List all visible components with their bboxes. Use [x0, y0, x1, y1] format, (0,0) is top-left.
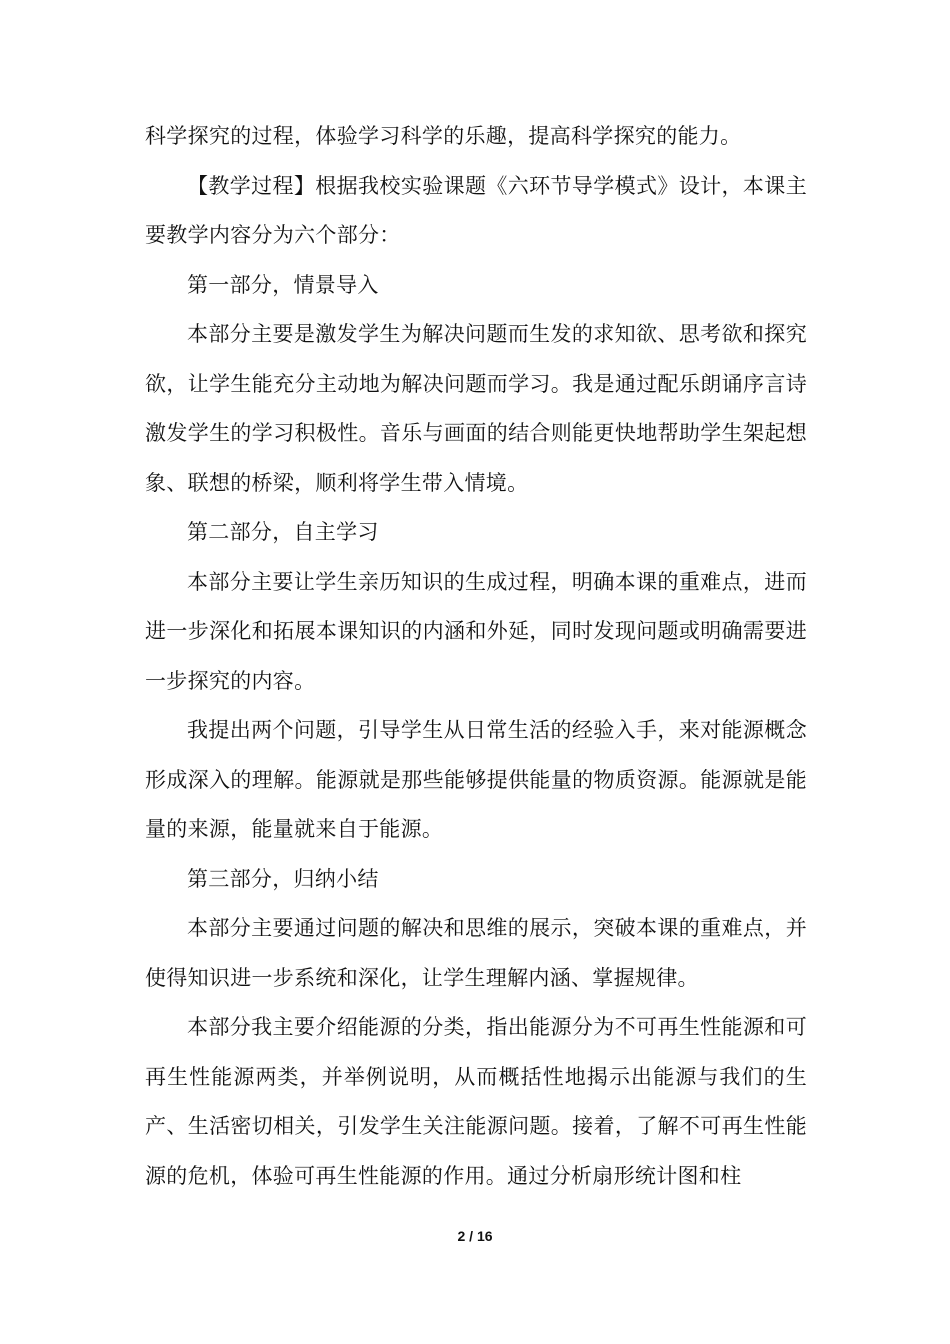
paragraph-part-3-classification: 本部分我主要介绍能源的分类，指出能源分为不可再生性能源和可再生性能源两类，并举例说明，从而概括性地揭示出能源与我们的生产、生活密切相关，引发学生关注能源问题。接着，了解不可再生性能源的危机，体验可再生性能源的作用。通过分析扇形统计图和柱: [145, 1015, 807, 1188]
paragraph-part-1-body: 本部分主要是激发学生为解决问题而生发的求知欲、思考欲和探究欲，让学生能充分主动地为解决问题而学习。我是通过配乐朗诵序言诗激发学生的学习积极性。音乐与画面的结合则能更快地帮助学生架起想象、联想的桥梁，顺利将学生带入情境。: [145, 322, 807, 495]
section-heading-part-2: 第二部分，自主学习: [187, 520, 379, 544]
paragraph-teaching-process: 【教学过程】根据我校实验课题《六环节导学模式》设计，本课主要教学内容分为六个部分：: [145, 173, 807, 247]
page-number: 2 / 16: [457, 1228, 493, 1244]
document-body: [145, 112, 807, 1201]
paragraph-part-2-body: 本部分主要让学生亲历知识的生成过程，明确本课的重难点，进而进一步深化和拓展本课知识的内涵和外延，同时发现问题或明确需要进一步探究的内容。: [145, 569, 807, 693]
section-heading-part-3: 第三部分，归纳小结: [187, 866, 379, 891]
paragraph-continuation: 科学探究的过程，体验学习科学的乐趣，提高科学探究的能力。: [145, 124, 742, 148]
paragraph-part-2-questions: 我提出两个问题，引导学生从日常生活的经验入手，来对能源概念形成深入的理解。能源就是那些能够提供能量的物质资源。能源就是能量的来源，能量就来自于能源。: [145, 718, 807, 841]
paragraph-part-3-body: 本部分主要通过问题的解决和思维的展示，突破本课的重难点，并使得知识进一步系统和深化，让学生理解内涵、掌握规律。: [145, 916, 807, 990]
section-heading-part-1: 第一部分，情景导入: [187, 272, 379, 297]
